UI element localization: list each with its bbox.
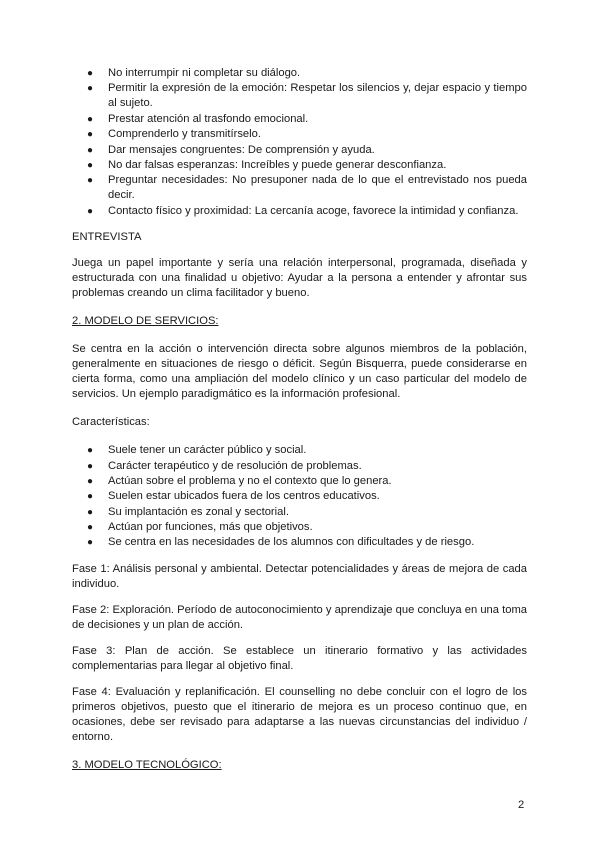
bullet-icon: ●: [87, 83, 94, 95]
bullet-list-top: [72, 66, 527, 219]
list-item: ● Contacto físico y proximidad: La cercanía acoge, favorece la intimidad y confianza.: [87, 204, 519, 217]
section-2-heading: 2. MODELO DE SERVICIOS:: [72, 315, 219, 328]
list-item: ● Actúan por funciones, más que objetivos.: [87, 521, 313, 534]
bullet-icon: ●: [87, 113, 94, 125]
entrevista-paragraph: Juega un papel importante y sería una relación interpersonal, programada, diseñada y estructurada con una finalidad u objetivo: Ayudar a la persona a entender y afrontar sus problemas creando un clima facilitador y bueno.: [72, 257, 527, 300]
list-item: ● Preguntar necesidades: No presuponer nada de lo que el entrevistado nos pueda decir.: [87, 174, 527, 202]
list-item: ● Comprenderlo y transmitírselo.: [87, 128, 261, 141]
section-2-paragraph: Se centra en la acción o intervención directa sobre algunos miembros de la población, generalmente en situaciones de riesgo o déficit. Según Bisquerra, puede considerarse en cierta forma, como una ampliación del modelo clínico y un caso particular del modelo de servicios. Un ejemplo paradigmático es la información profesional.: [72, 343, 527, 401]
bullet-icon: ●: [87, 175, 94, 187]
list-item: ● Actúan sobre el problema y no el contexto que lo genera.: [87, 474, 392, 487]
page-number: 2: [518, 799, 525, 811]
list-item: ● Dar mensajes congruentes: De comprensión y ayuda.: [87, 143, 375, 156]
list-item: ● Carácter terapéutico y de resolución de problemas.: [87, 459, 362, 472]
list-item: ● Suelen estar ubicados fuera de los centros educativos.: [87, 490, 380, 503]
list-item: ● Prestar atención al trasfondo emocional.: [87, 112, 309, 125]
bullet-icon: ●: [87, 506, 94, 518]
list-item: ● Se centra en las necesidades de los alumnos con dificultades y de riesgo.: [87, 536, 475, 549]
bullet-icon: ●: [87, 205, 94, 217]
entrevista-heading: ENTREVISTA: [72, 231, 142, 244]
document-page: [72, 66, 527, 773]
bullet-list-caracteristicas: [72, 443, 527, 550]
bullet-icon: ●: [87, 491, 94, 503]
list-item: ● No dar falsas esperanzas: Increíbles y puede generar desconfianza.: [87, 158, 447, 171]
list-item: ● Permitir la expresión de la emoción: Respetar los silencios y, dejar espacio y tiempo al sujeto.: [87, 82, 527, 110]
bullet-icon: ●: [87, 537, 94, 549]
fase-4-paragraph: Fase 4: Evaluación y replanificación. El counselling no debe concluir con el logro de los primeros objetivos, puesto que el itinerario de mejora es un proceso continuo que, en ocasiones, debe ser revisado para adaptarse a las nuevas circunstancias del individuo / entorno.: [72, 685, 527, 743]
section-3-heading: 3. MODELO TECNOLÓGICO:: [72, 758, 222, 771]
bullet-icon: ●: [87, 68, 94, 79]
fase-3-paragraph: Fase 3: Plan de acción. Se establece un itinerario formativo y las actividades complementarias para llegar al objetivo final.: [72, 644, 527, 672]
fase-2-paragraph: Fase 2: Exploración. Período de autoconocimiento y aprendizaje que concluya en una toma de decisiones y un plan de acción.: [72, 603, 527, 631]
bullet-icon: ●: [87, 475, 94, 487]
list-item: ● Suele tener un carácter público y social.: [87, 444, 307, 457]
list-item: ● Su implantación es zonal y sectorial.: [87, 505, 289, 518]
bullet-icon: ●: [87, 144, 94, 156]
bullet-icon: ●: [87, 445, 94, 457]
caracteristicas-label: Características:: [72, 416, 150, 429]
list-item: ● No interrumpir ni completar su diálogo.: [87, 67, 301, 79]
bullet-icon: ●: [87, 522, 94, 534]
bullet-icon: ●: [87, 129, 94, 141]
bullet-icon: ●: [87, 159, 94, 171]
fase-1-paragraph: Fase 1: Análisis personal y ambiental. Detectar potencialidades y áreas de mejora de cada individuo.: [72, 562, 527, 590]
bullet-icon: ●: [87, 460, 94, 472]
